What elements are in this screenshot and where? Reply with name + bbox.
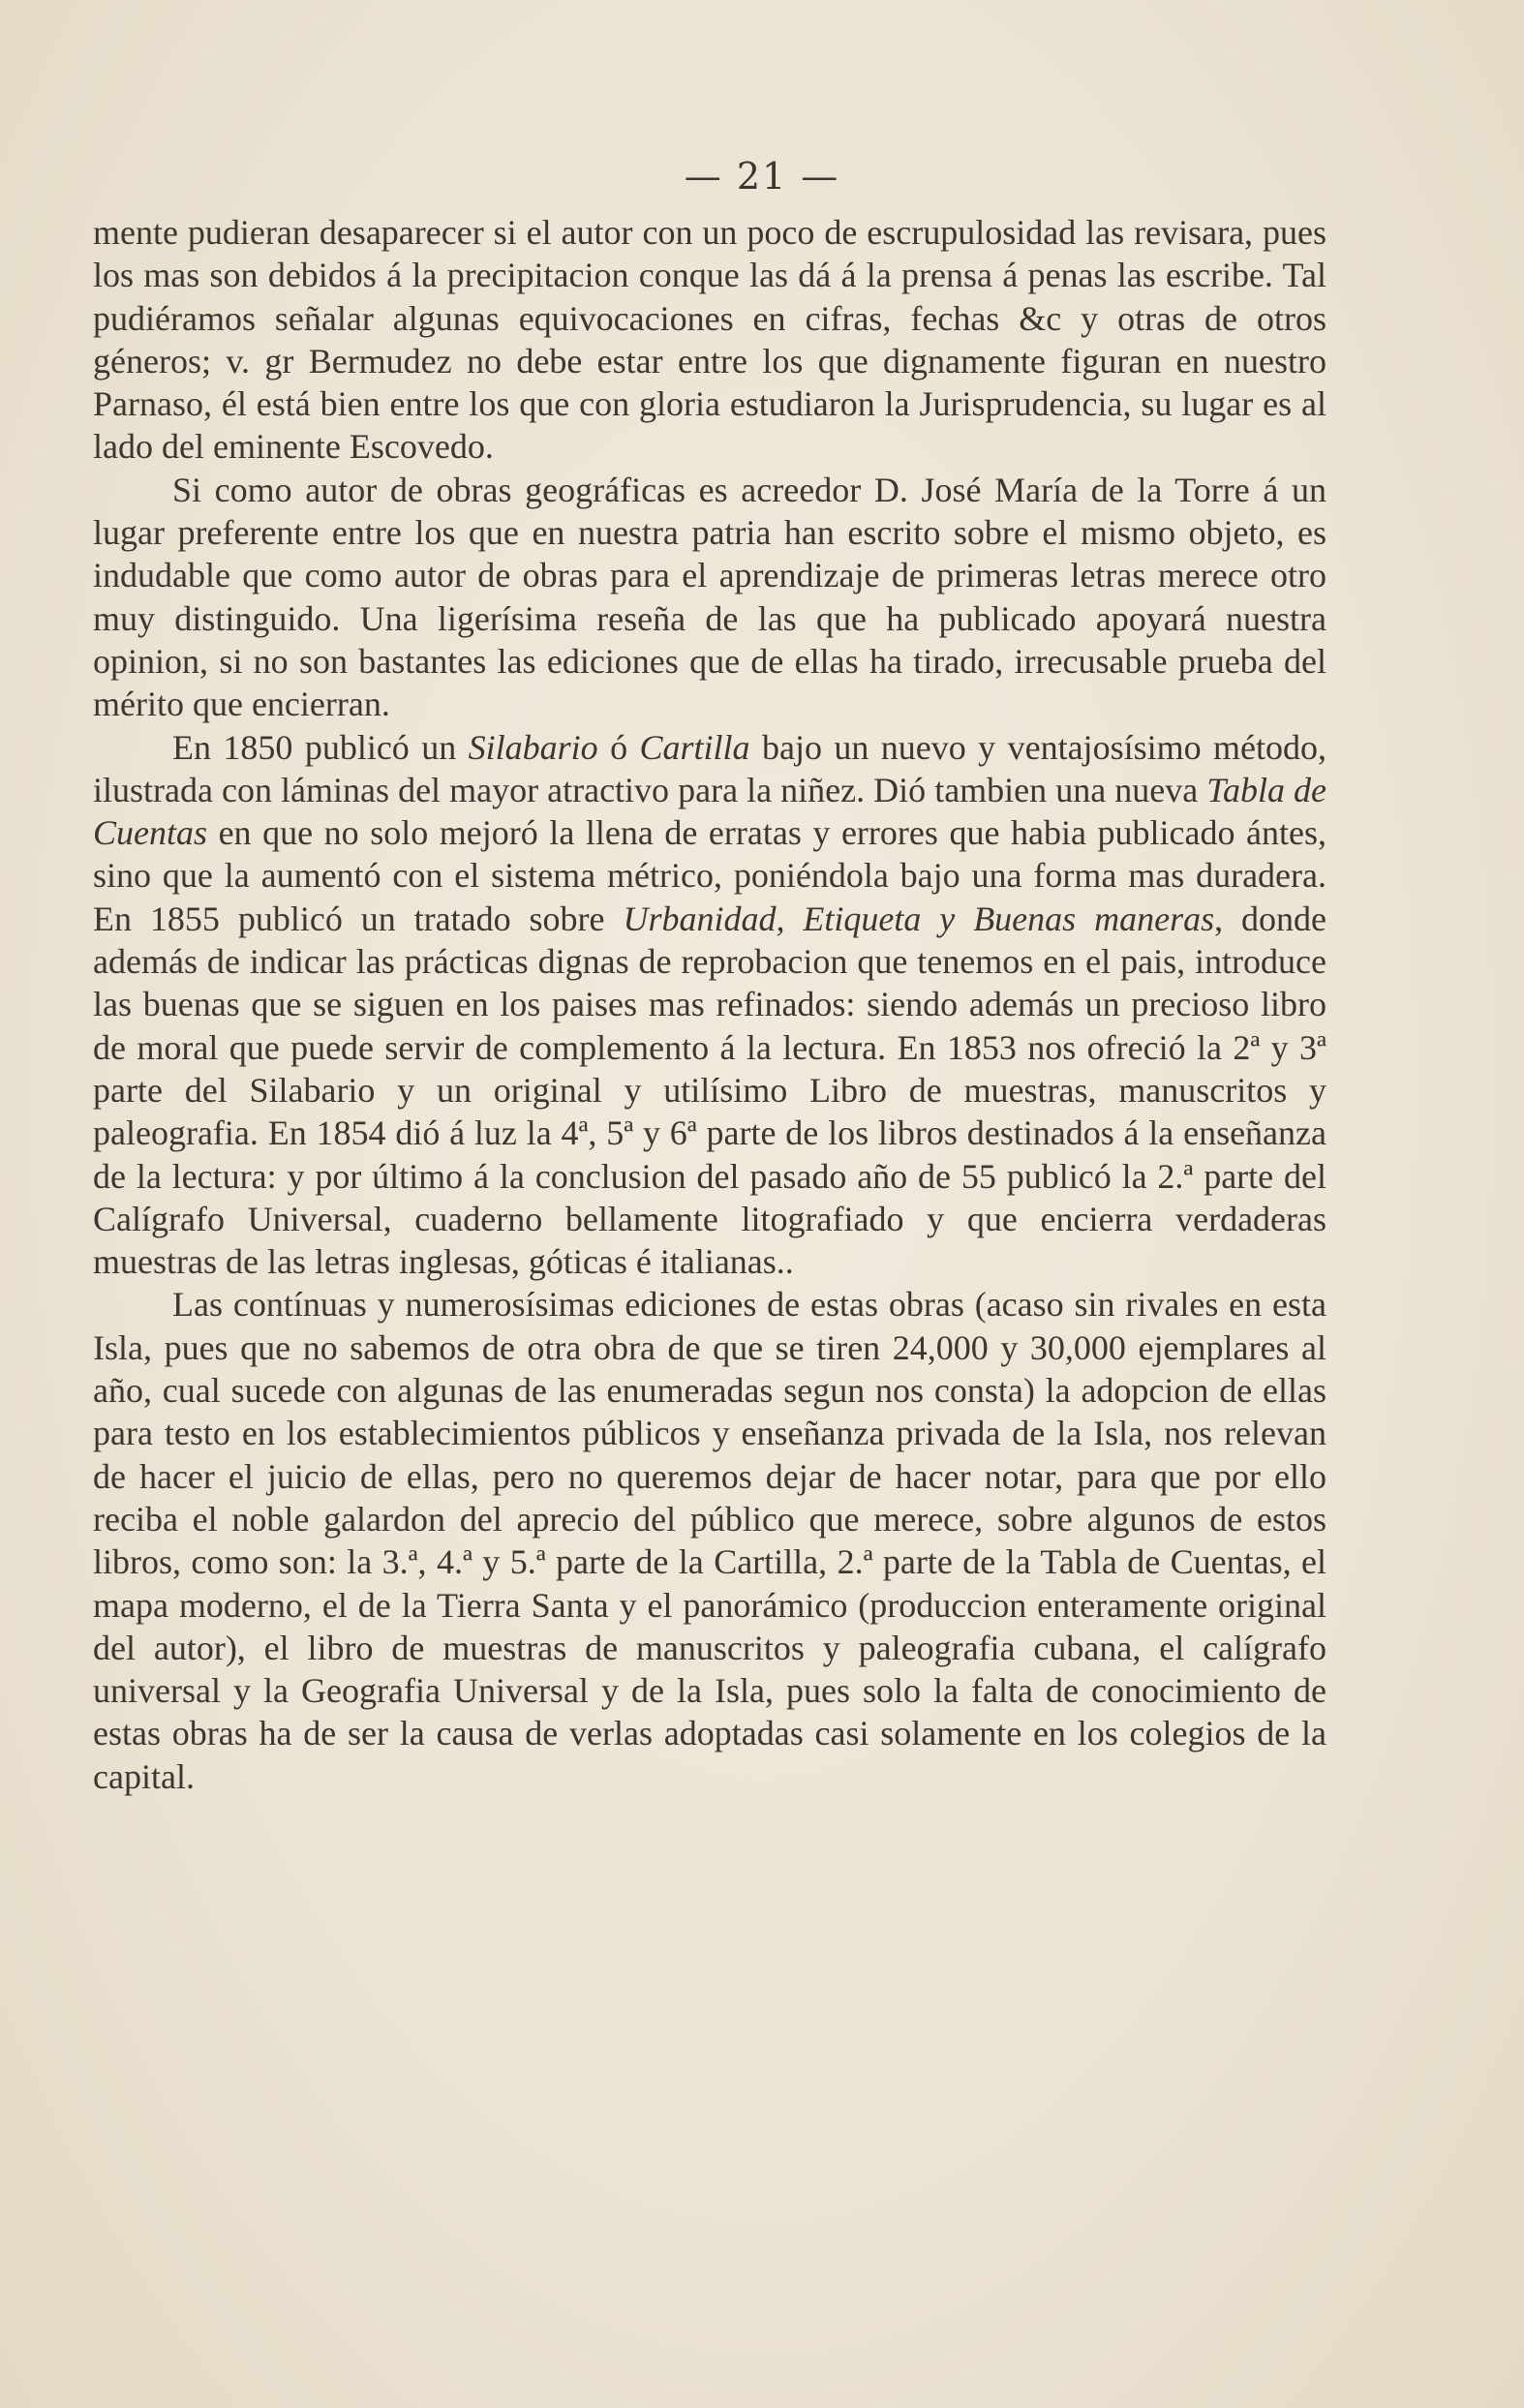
italic-title: Tabla de Cuentas	[93, 770, 1326, 853]
paragraph-2	[93, 469, 1326, 726]
text-run: en que no solo mejoró la llena de erratas y errores que habia publicado ántes, sino que la aumentó con el sistema métrico, poniéndola bajo una forma mas duradera. En 1855 publicó un tratado sobre	[93, 813, 1326, 938]
text-run: , donde además de indicar las prácticas dignas de reprobacion que tenemos en el pais, introduce las buenas que se siguen en los paises mas refinados: siendo además un precioso libro de moral que puede servir de complemento á la lectura. En 1853 nos ofreció la 2ª y 3ª parte del Silabario y un original y utilísimo Libro de muestras, manuscritos y paleografia. En 1854 dió á luz la 4ª, 5ª y 6ª parte de los libros destinados á la enseñanza de la lectura: y por último á la conclusion del pasado año de 55 publicó la 2.ª parte del Calígrafo Universal, cuaderno bellamente litografiado y que encierra verdaderas muestras de las letras inglesas, góticas é italianas..	[93, 899, 1326, 1282]
text-run: Si como autor de obras geográficas es acreedor D. José María de la Torre á un lugar preferente entre los que en nuestra patria han escrito sobre el mismo objeto, es indudable que como autor de obras para el aprendizaje de primeras letras merece otro muy distinguido. Una ligerísima reseña de las que ha publicado apoyará nuestra opinion, si no son bastantes las ediciones que de ellas ha tirado, irrecusable prueba del mérito que encierran.	[93, 470, 1326, 724]
italic-title: Urbanidad, Etiqueta y Buenas maneras	[623, 899, 1215, 938]
italic-title: Silabario	[468, 727, 598, 767]
text-run: ó	[597, 727, 640, 767]
text-run: bajo un nuevo y ventajosísimo método, ilustrada con láminas del mayor atractivo para la niñez. Dió tambien una nueva	[93, 727, 1326, 809]
page-number: — 21 —	[684, 155, 840, 198]
text-run: En 1850 publicó un	[172, 727, 469, 767]
paragraph-1	[93, 211, 1326, 469]
body-text	[93, 211, 1326, 1798]
italic-title: Cartilla	[639, 727, 750, 767]
paragraph-4	[93, 1283, 1326, 1798]
paragraph-3	[93, 726, 1326, 1284]
text-run: mente pudieran desaparecer si el autor con un poco de escrupulosidad las revisara, pues los mas son debidos á la precipitacion conque las dá á la prensa á penas las escribe. Tal pudiéramos señalar algunas equivocaciones en cifras, fechas &c y otras de otros géneros; v. gr Bermudez no debe estar entre los que dignamente figuran en nuestro Parnaso, él está bien entre los que con gloria estudiaron la Jurisprudencia, su lugar es al lado del eminente Escovedo.	[93, 213, 1326, 467]
text-run: Las contínuas y numerosísimas ediciones de estas obras (acaso sin rivales en esta Isla, pues que no sabemos de otra obra de que se tiren 24,000 y 30,000 ejemplares al año, cual sucede con algunas de las enumeradas segun nos consta) la adopcion de ellas para testo en los establecimientos públicos y enseñanza privada de la Isla, nos relevan de hacer el juicio de ellas, pero no queremos dejar de hacer notar, para que por ello reciba el noble galardon del aprecio del público que merece, sobre algunos de estos libros, como son: la 3.ª, 4.ª y 5.ª parte de la Cartilla, 2.ª parte de la Tabla de Cuentas, el mapa moderno, el de la Tierra Santa y el panorámico (produccion enteramente original del autor), el libro de muestras de manuscritos y paleografia cubana, el calígrafo universal y la Geografia Universal y de la Isla, pues solo la falta de conocimiento de estas obras ha de ser la causa de verlas adoptadas casi solamente en los colegios de la capital.	[93, 1285, 1326, 1796]
